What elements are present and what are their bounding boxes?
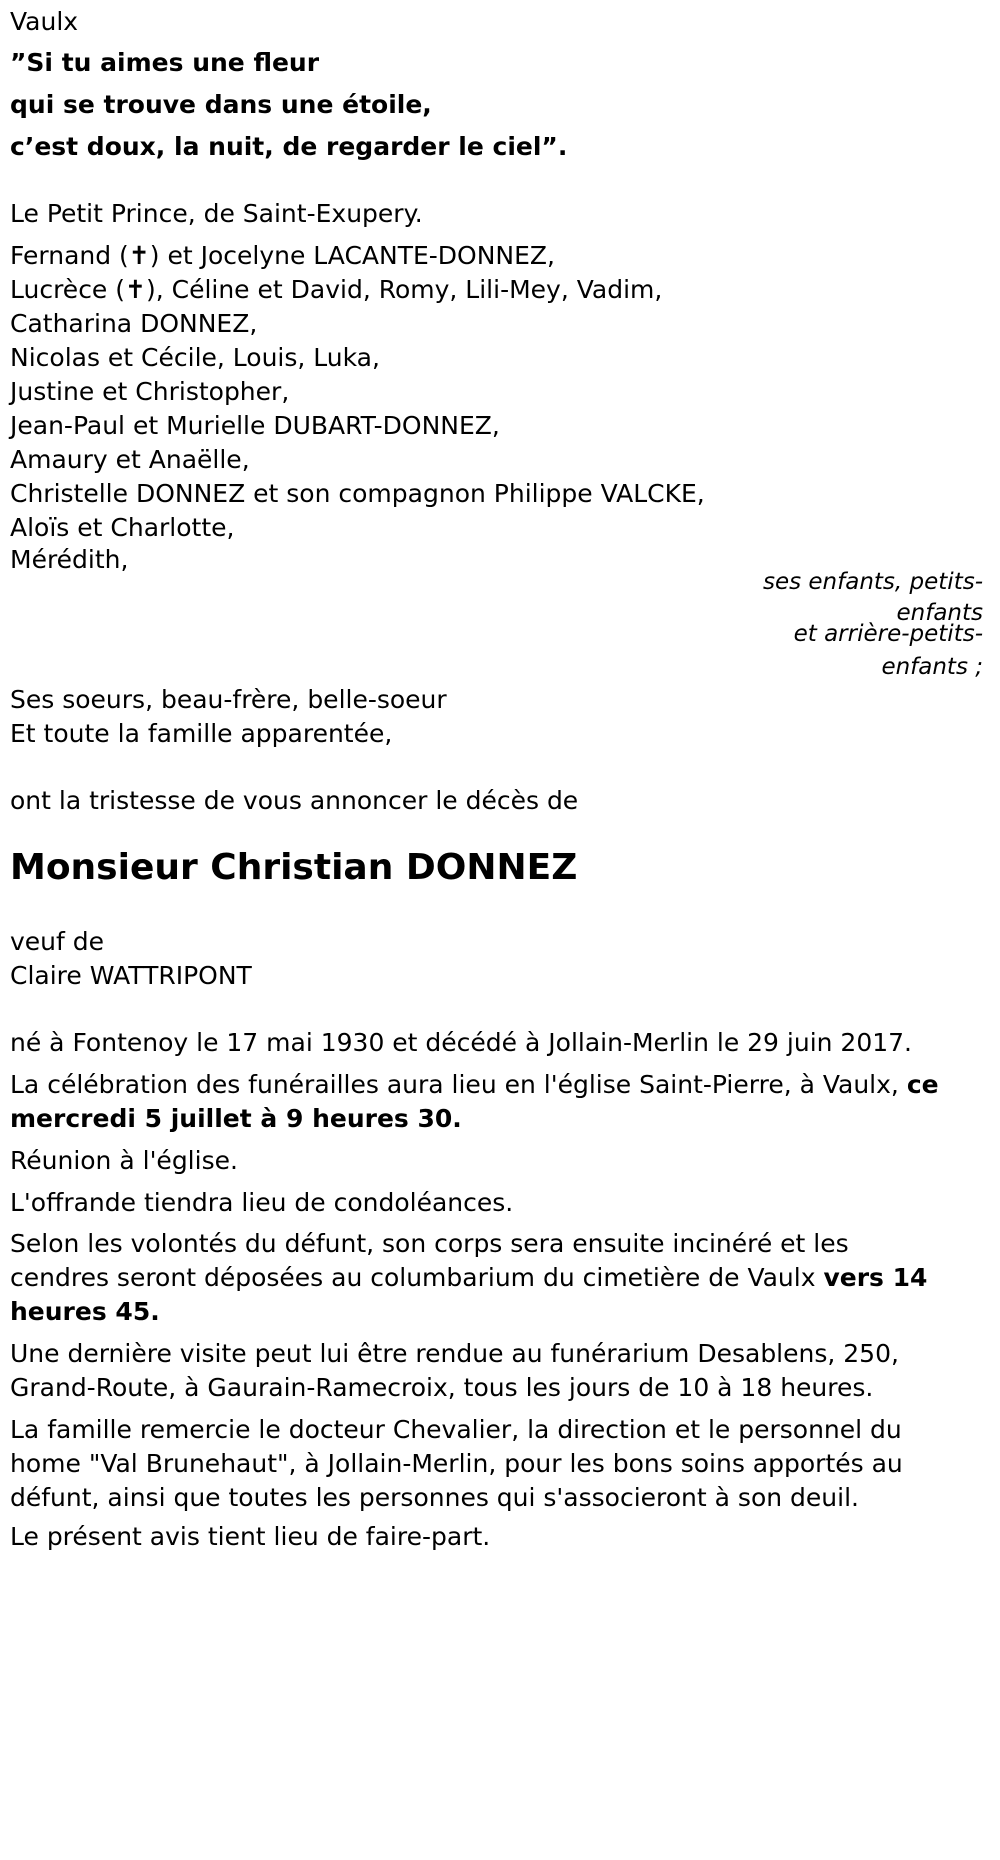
thanks-line: défunt, ainsi que toutes les personnes qui s'associeront à son deuil.	[10, 1483, 859, 1512]
others-line: Ses soeurs, beau-frère, belle-soeur	[10, 685, 447, 714]
thanks-line: home "Val Brunehaut", à Jollain-Merlin, pour les bons soins apportés au	[10, 1449, 903, 1478]
family-line: Jean-Paul et Murielle DUBART-DONNEZ,	[10, 411, 500, 440]
quote-line-1: ”Si tu aimes une fleur	[10, 48, 320, 77]
meeting-text: Réunion à l'église.	[10, 1146, 238, 1175]
family-line: Lucrèce (✝), Céline et David, Romy, Lili-Mey, Vadim,	[10, 275, 663, 304]
others-line: Et toute la famille apparentée,	[10, 719, 393, 748]
quote-source: Le Petit Prince, de Saint-Exupery.	[10, 199, 423, 228]
wishes-time-end: heures 45.	[10, 1297, 160, 1326]
deceased-name: Monsieur Christian DONNEZ	[10, 847, 578, 888]
relation-line: enfants ;	[881, 654, 983, 680]
funeral-line-1	[10, 1070, 939, 1100]
widower-label: veuf de	[10, 927, 105, 956]
thanks-line: La famille remercie le docteur Chevalier, la direction et le personnel du	[10, 1415, 902, 1444]
quote-line-3: c’est doux, la nuit, de regarder le ciel”.	[10, 132, 568, 161]
family-line: Aloïs et Charlotte,	[10, 513, 235, 542]
closing-text: Le présent avis tient lieu de faire-part.	[10, 1522, 491, 1551]
funeral-text: La célébration des funérailles aura lieu en l'église Saint-Pierre, à Vaulx,	[10, 1070, 899, 1099]
announcement-text: ont la tristesse de vous annoncer le décès de	[10, 786, 579, 815]
wishes-time-start: vers 14	[823, 1263, 928, 1292]
relation-line: enfants	[896, 600, 983, 626]
offering-text: L'offrande tiendra lieu de condoléances.	[10, 1188, 514, 1217]
relation-line: et arrière-petits-	[793, 621, 983, 647]
place-name: Vaulx	[10, 7, 79, 36]
visit-line-1: Une dernière visite peut lui être rendue au funérarium Desablens, 250,	[10, 1339, 899, 1368]
family-line: Mérédith,	[10, 545, 129, 574]
funeral-day-start: ce	[906, 1070, 939, 1099]
wishes-text: cendres seront déposées au columbarium du cimetière de Vaulx	[10, 1263, 816, 1292]
funeral-date-time: mercredi 5 juillet à 9 heures 30.	[10, 1104, 462, 1133]
wishes-line-1: Selon les volontés du défunt, son corps sera ensuite incinéré et les	[10, 1229, 849, 1258]
visit-line-2: Grand-Route, à Gaurain-Ramecroix, tous les jours de 10 à 18 heures.	[10, 1373, 874, 1402]
relation-line: ses enfants, petits-	[762, 569, 983, 595]
family-line: Justine et Christopher,	[10, 377, 290, 406]
family-line: Nicolas et Cécile, Louis, Luka,	[10, 343, 380, 372]
family-line: Christelle DONNEZ et son compagnon Philippe VALCKE,	[10, 479, 705, 508]
birth-death-text: né à Fontenoy le 17 mai 1930 et décédé à Jollain-Merlin le 29 juin 2017.	[10, 1028, 913, 1057]
quote-line-2: qui se trouve dans une étoile,	[10, 90, 432, 119]
family-line: Catharina DONNEZ,	[10, 309, 258, 338]
spouse-name: Claire WATTRIPONT	[10, 961, 252, 990]
family-line: Fernand (✝) et Jocelyne LACANTE-DONNEZ,	[10, 241, 556, 270]
family-line: Amaury et Anaëlle,	[10, 445, 250, 474]
wishes-line-2	[10, 1263, 927, 1293]
